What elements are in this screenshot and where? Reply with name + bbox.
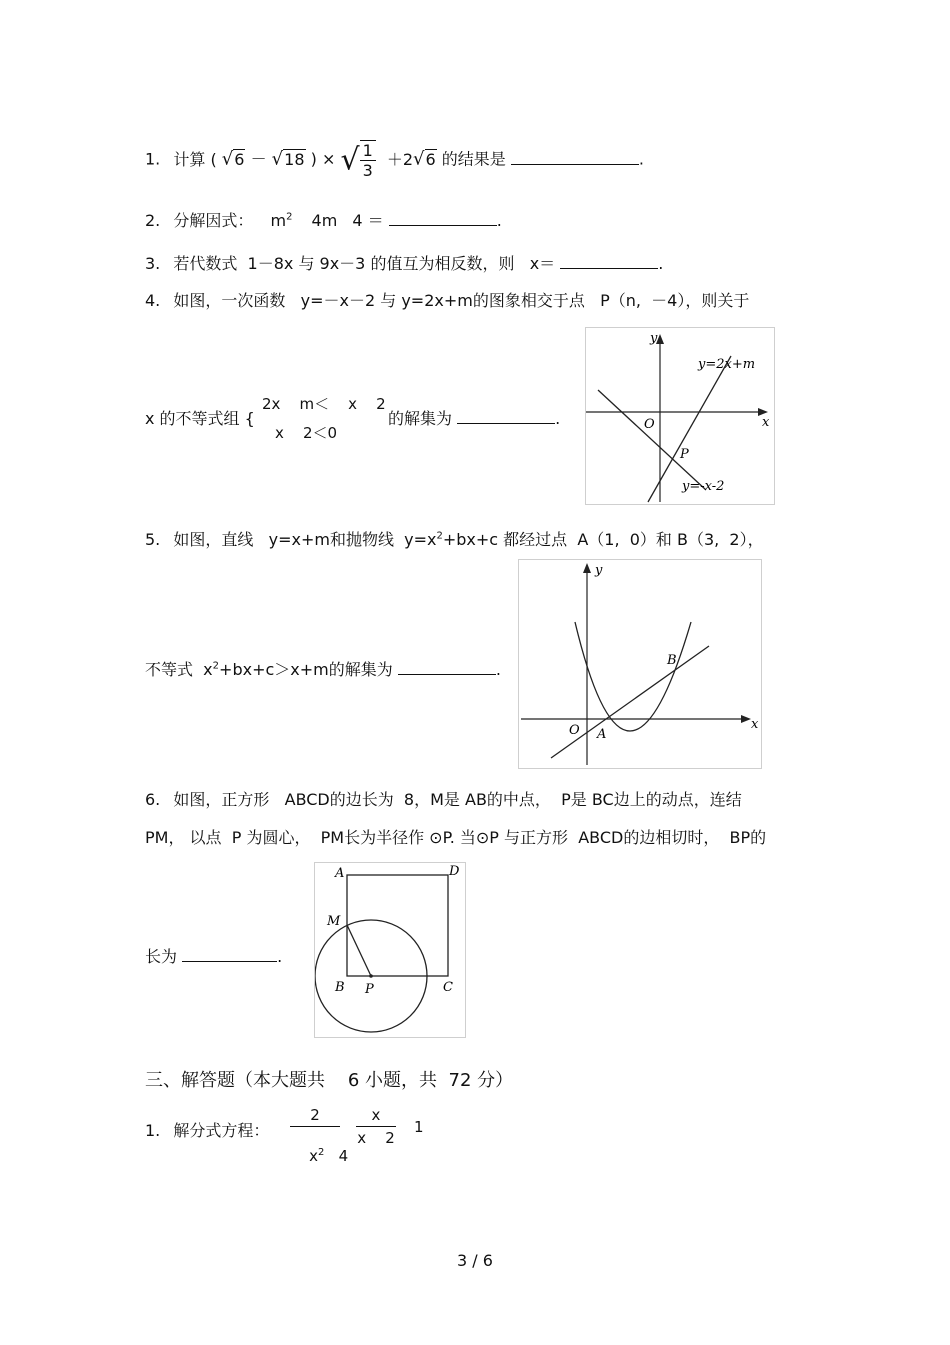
figure-q6-square: [314, 862, 466, 1038]
text: 分解因式：: [173, 211, 254, 230]
text: +bx+c＞x+m的解集为: [219, 660, 393, 679]
numerator: 2: [290, 1106, 340, 1127]
point-a-label: A: [597, 727, 607, 742]
text: 如图，一次函数 y=－x－2 与 y=2x+m的图象相交于点 P（n, －4），则关于: [173, 291, 750, 310]
figure-q4-graph: [585, 327, 775, 505]
sqrt-symbol: √: [340, 142, 360, 178]
answer-blank[interactable]: [398, 660, 496, 675]
question-4-suffix: 的解集为 .: [388, 409, 561, 428]
question-4-line2: [145, 406, 255, 429]
x-axis-label: x: [751, 717, 759, 732]
question-3: 3. 若代数式 1－8x 与 9x－3 的值互为相反数，则 x＝ .: [145, 254, 664, 273]
x-axis-label: x: [762, 415, 770, 430]
question-number: 1.: [145, 1121, 161, 1140]
text: ) ×: [310, 149, 336, 169]
radicand: 18: [284, 149, 305, 169]
answer-blank[interactable]: [511, 150, 639, 165]
fraction-1: [290, 1106, 349, 1183]
text: 如图，正方形 ABCD的边长为 8，M是 AB的中点， P是 BC边上的动点，连结: [173, 790, 742, 809]
text: 不等式 x: [145, 660, 213, 679]
x-axis-arrow: [741, 715, 751, 723]
exponent: 2: [286, 211, 293, 223]
segment-pm: [347, 925, 371, 976]
exponent: 2: [212, 660, 220, 672]
parabola: [575, 622, 691, 731]
text: m: [270, 211, 287, 230]
label-p: P: [365, 982, 374, 997]
line-label-a: y=2x+m: [698, 357, 756, 372]
sqrt-symbol: √: [221, 148, 234, 170]
origin-label: O: [644, 417, 655, 432]
q5-graph-svg: [519, 560, 761, 768]
y-axis-label: y: [650, 331, 658, 346]
text: 长为: [145, 947, 178, 966]
question-5: [145, 527, 764, 550]
line-neg-x-minus-2: [598, 390, 706, 490]
point-p-label: P: [680, 447, 689, 462]
denominator: x 2: [357, 1129, 395, 1147]
numerator: x: [356, 1106, 396, 1127]
text: +bx+c 都经过点 A（1, 0）和 B（3, 2），: [442, 530, 764, 549]
question-6: [145, 787, 742, 810]
sqrt-symbol: √: [271, 148, 284, 170]
label-d: D: [449, 864, 460, 879]
answer-blank[interactable]: [182, 947, 277, 962]
text: 若代数式 1－8x 与 9x－3 的值互为相反数，则 x＝: [173, 254, 556, 273]
inequality-bottom: x 2＜0: [275, 424, 338, 442]
exponent: 2: [317, 1147, 325, 1158]
sqrt-symbol: √: [413, 148, 425, 170]
question-number: 5.: [145, 530, 161, 549]
label-b: B: [335, 980, 345, 995]
y-axis-arrow: [583, 563, 591, 573]
question-2: 2. 分解因式： $m^2$ 4m 4 ＝ .: [145, 211, 502, 230]
text: PM， 以点 P 为圆心， PM长为半径作 ⊙P. 当⊙P 与正方形 ABCD的边相切时， BP的: [145, 828, 767, 847]
text: 的解集为: [388, 409, 453, 428]
answer-blank[interactable]: [457, 409, 555, 424]
question-number: 2.: [145, 211, 161, 230]
point-b-label: B: [667, 653, 677, 668]
square-abcd: [347, 875, 448, 976]
text: 4 ＝: [352, 211, 384, 230]
q6-graph-svg: [315, 863, 465, 1037]
label-m: M: [327, 914, 341, 929]
exponent: 2: [436, 530, 443, 542]
question-6-line2: [145, 825, 766, 848]
question-1: 1. 计算 ( √6 － √18 ) × √ $\frac{1}{3}$ ＋2√6 的结果是 .: [145, 141, 644, 180]
label-c: C: [443, 980, 453, 995]
question-number: 3.: [145, 254, 161, 273]
text: 计算 (: [173, 149, 217, 169]
question-number: 6.: [145, 790, 161, 809]
rhs: 1: [414, 1118, 424, 1136]
y-axis-label: y: [595, 563, 603, 578]
answer-blank[interactable]: [389, 211, 497, 226]
question-number: 1.: [145, 149, 161, 169]
fraction-2: [356, 1106, 396, 1147]
text: 解分式方程：: [173, 1121, 270, 1140]
line-label-b: y=-x-2: [682, 479, 725, 494]
text: x 的不等式组 {: [145, 409, 255, 428]
question-number: 4.: [145, 291, 161, 310]
text: 4m: [311, 211, 338, 230]
inequality-top: 2x m＜ x 2: [262, 395, 386, 413]
label-a: A: [335, 866, 345, 881]
numerator: 1: [360, 141, 376, 161]
text: 如图，直线 y=x+m和抛物线 y=x: [173, 530, 437, 549]
answer-blank[interactable]: [560, 254, 658, 269]
text: －: [250, 149, 267, 169]
page-number: 3 / 6: [457, 1251, 493, 1270]
radicand: 6: [234, 149, 245, 169]
point-p-dot: [369, 974, 373, 978]
text: ＋2: [386, 149, 414, 169]
q4-graph-svg: [586, 328, 774, 504]
straight-line: [551, 646, 709, 758]
fraction: [360, 140, 376, 180]
den-rest: 4: [338, 1147, 349, 1165]
denominator: [290, 1127, 349, 1183]
radicand: 6: [425, 149, 436, 169]
den-x: x: [309, 1147, 318, 1165]
origin-label: O: [569, 723, 580, 738]
question-5-line2: 不等式 $x^2+bx+c>x+m$的解集为 .: [145, 660, 501, 679]
solve-question-1: [145, 1118, 269, 1141]
question-6-line3: 长为 .: [145, 947, 283, 966]
question-4: [145, 288, 749, 311]
text: 的结果是: [441, 149, 506, 169]
denominator: 3: [362, 161, 373, 180]
section-heading: 三、解答题（本大题共 6 小题，共 72 分）: [145, 1070, 514, 1091]
figure-q5-graph: [518, 559, 762, 769]
